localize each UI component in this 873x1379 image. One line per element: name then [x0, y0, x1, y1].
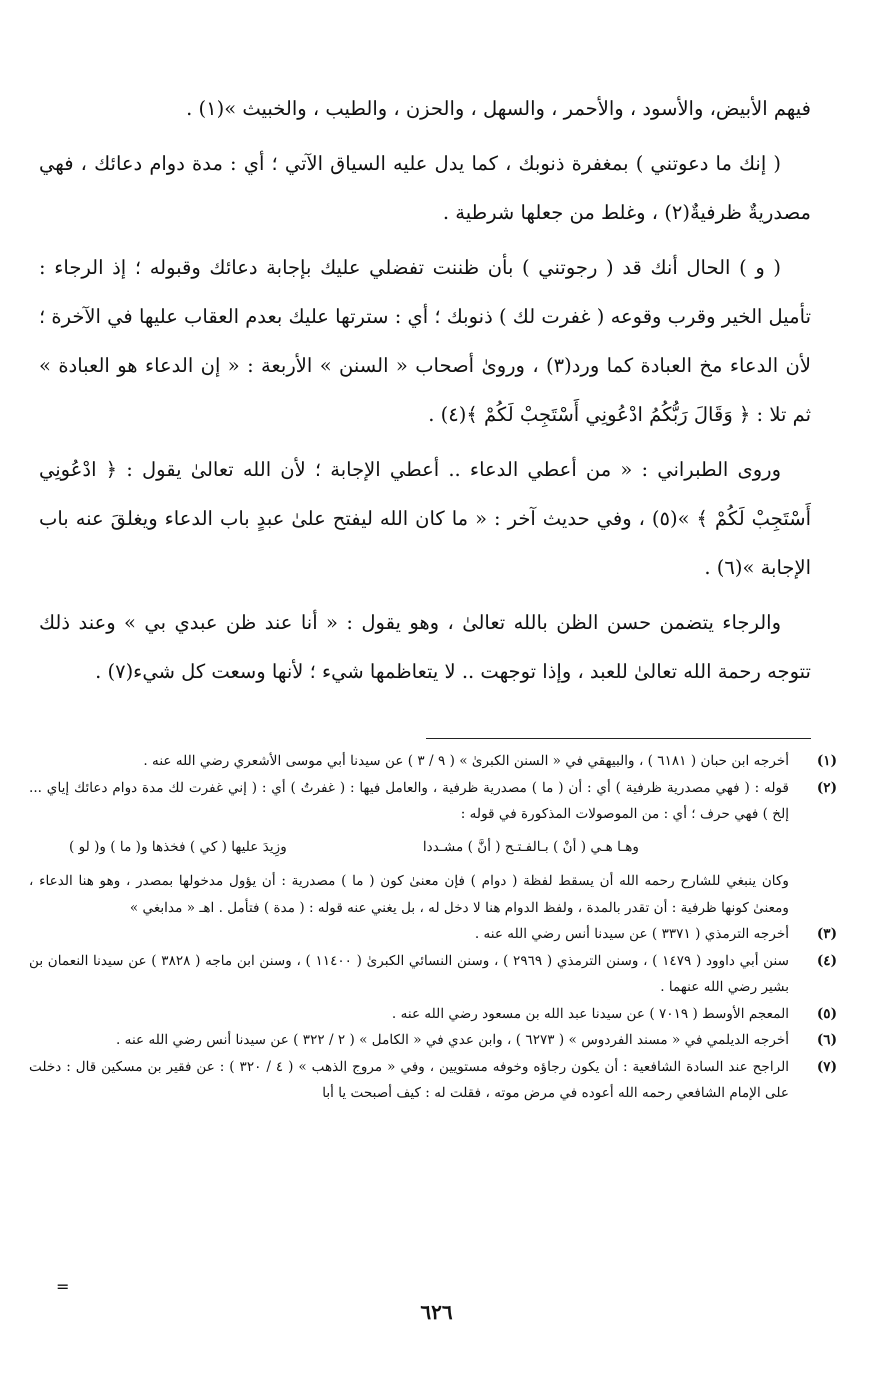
footnote-number: (٦)	[816, 1032, 837, 1048]
footnote-separator	[426, 738, 811, 739]
footnote-6	[29, 1027, 837, 1054]
footnote-text: أخرجه ابن حبان ( ٦١٨١ ) ، والبيهقي في « السنن الكبرىٰ » ( ٩ / ٣ ) عن سيدنا أبي موسى الأشعري رضي الله عنه .	[143, 753, 789, 769]
verse-hemistich-right: وهـا هـي ( أنْ ) بـالفـتـح ( أنَّ ) مشـددا	[422, 838, 639, 855]
footnote-verse	[29, 834, 789, 861]
paragraph-3: ( و ) الحال أنك قد ( رجوتني ) بأن ظننت تفضلي عليك بإجابة دعائك وقبوله ؛ إذ الرجاء : تأميل الخير وقرب وقوعه ( غفرت لك ) ذنوبك ؛ أي : سترتها عليك بعدم العقاب عليها في الآخرة ؛ لأن الدعاء مخ العبادة كما ورد(٣) ، وروىٰ أصحاب « السنن » الأربعة : « إن الدعاء هو العبادة » ثم تلا : ﴿ وَقَالَ رَبُّكُمُ ادْعُونِي أَسْتَجِبْ لَكُمْ ﴾(٤) .	[39, 256, 811, 426]
footnote-text: أخرجه الديلمي في « مسند الفردوس » ( ٦٢٧٣ ) ، وابن عدي في « الكامل » ( ٢ / ٣٢٢ ) عن سيدنا أنس رضي الله عنه .	[116, 1032, 789, 1048]
footnote-number: (٥)	[816, 1005, 837, 1022]
footnote-5	[29, 1001, 837, 1028]
footnote-number: (٢)	[816, 779, 837, 796]
footnote-2	[29, 775, 837, 922]
paragraph-5: والرجاء يتضمن حسن الظن بالله تعالىٰ ، وهو يقول : « أنا عند ظن عبدي بي » وعند ذلك تتوجه رحمة الله تعالىٰ للعبد ، وإذا توجهت .. لا يتعاظمها شيء ؛ لأنها وسعت كل شيء(٧) .	[39, 611, 811, 683]
paragraph-4: وروى الطبراني : « من أعطي الدعاء .. أعطي الإجابة ؛ لأن الله تعالىٰ يقول : ﴿ ادْعُونِي أَسْتَجِبْ لَكُمْ ﴾ »(٥) ، وفي حديث آخر : « ما كان الله ليفتح علىٰ عبدٍ باب الدعاء ويغلقَ عنه باب الإجابة »(٦) .	[39, 458, 811, 579]
footnote-4	[29, 948, 837, 1001]
footnote-text: المعجم الأوسط ( ٧٠١٩ ) عن سيدنا عبد الله بن مسعود رضي الله عنه .	[391, 1005, 789, 1022]
footnote-number: (٤)	[816, 952, 837, 969]
footnote-text: سنن أبي داوود ( ١٤٧٩ ) ، وسنن الترمذي ( ٢٩٦٩ ) ، وسنن النسائي الكبرىٰ ( ١١٤٠٠ ) ، وسنن ابن ماجه ( ٣٨٢٨ ) عن سيدنا النعمان بن بشير رضي الله عنهما .	[29, 952, 789, 995]
paragraph-2: ( إنك ما دعوتني ) بمغفرة ذنوبك ، كما يدل عليه السياق الآتي ؛ أي : مدة دوام دعائك ، فهي مصدريةٌ ظرفيةٌ(٢) ، وغلط من جعلها شرطية .	[39, 152, 811, 224]
footnote-text: الراجح عند السادة الشافعية : أن يكون رجاؤه وخوفه مستويين ، وفي « مروج الذهب » ( ٤ / ٣٢٠ ) : عن فقير بن مسكين قال : دخلت على الإمام الشافعي رحمه الله أعوده في مرض موته ، فقلت له : كيف أصبحت يا أبا	[29, 1058, 790, 1101]
footnote-3	[29, 921, 837, 948]
verse-hemistich-left: وزِيدَ عليها ( كي ) فخذها و( ما ) و( لو )	[69, 838, 287, 855]
footnote-number: (١)	[816, 753, 837, 769]
footnotes	[29, 748, 837, 1107]
footnote-text: قوله : ( فهي مصدرية ظرفية ) أي : أن ( ما ) مصدرية ظرفية ، والعامل فيها : ( غفرتُ ) أي : ( إني غفرت لك مدة دوام دعائك إياي ... إلخ ) فهي حرف ؛ أي : من الموصولات المذكورة في قوله :	[29, 779, 789, 822]
footnote-number: (٣)	[816, 926, 837, 942]
continuation-mark: =	[56, 1277, 70, 1296]
paragraph-1: فيهم الأبيض، والأسود ، والأحمر ، والسهل ، والحزن ، والطيب ، والخبيث »(١) .	[186, 97, 811, 120]
page-number: ٦٢٦	[420, 1300, 453, 1324]
footnote-text: أخرجه الترمذي ( ٣٣٧١ ) عن سيدنا أنس رضي الله عنه .	[474, 926, 789, 942]
footnote-7	[29, 1054, 837, 1107]
footnote-text-continued: وكان ينبغي للشارح رحمه الله أن يسقط لفظة ( دوام ) فإن معنىٰ كون ( ما ) مصدرية : أن يؤول مدخولها بمصدر ، وهو هنا الدعاء ، ومعنىٰ كونها ظرفية : أن تقدر بالمدة ، ولفظ الدوام هنا لا دخل له ، بل يغني عنه قوله : ( مدة ) فتأمل . اهـ « مدابغي »	[29, 873, 789, 916]
footnote-1	[29, 748, 837, 775]
footnote-number: (٧)	[816, 1058, 837, 1075]
main-text	[39, 84, 811, 702]
